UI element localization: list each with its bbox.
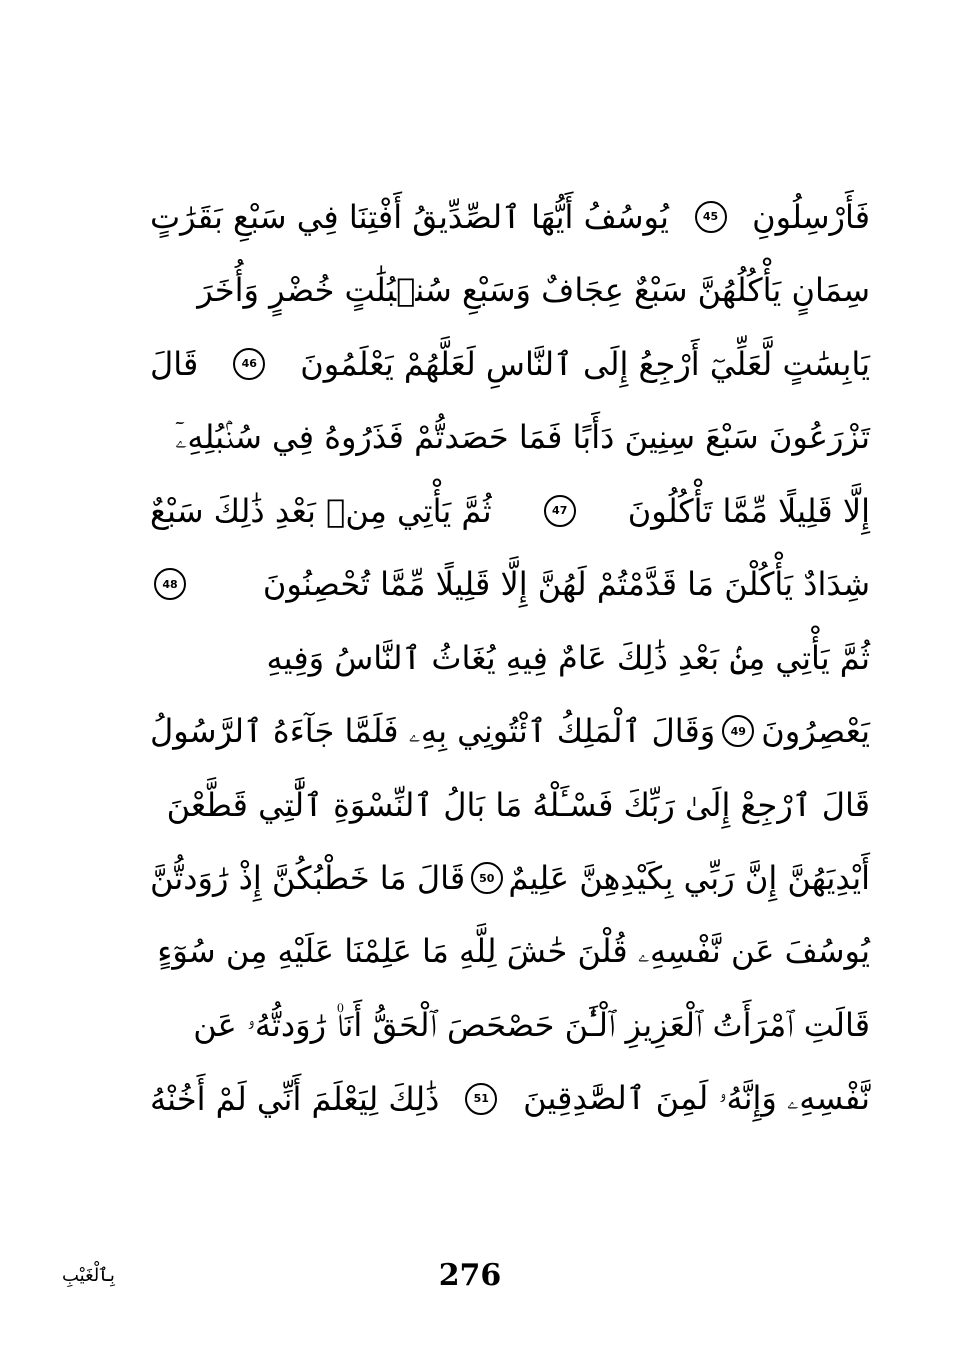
- ayah-number-marker: 48: [154, 568, 186, 600]
- verse-text: يُوسُفُ أَيُّهَا ٱلصِّدِّيقُ أَفْتِنَا فِي سَبْعِ بَقَرَٰتٍ: [150, 197, 669, 236]
- verse-text: شِدَادٌ يَأْكُلْنَ مَا قَدَّمْتُمْ لَهُنَّ إِلَّا قَلِيلًا مِّمَّا تُحْصِنُونَ: [262, 565, 870, 604]
- verse-text: يَابِسَٰتٍ لَّعَلِّيٓ أَرْجِعُ إِلَى ٱلنَّاسِ لَعَلَّهُمْ يَعْلَمُونَ: [300, 344, 870, 383]
- verse-text: إِلَّا قَلِيلًا مِّمَّا تَأْكُلُونَ: [627, 491, 870, 530]
- text-line: [150, 254, 870, 328]
- verse-text: ثُمَّ يَأْتِي مِنۢ بَعْدِ ذَٰلِكَ سَبْعٌ: [150, 491, 492, 530]
- text-line: [150, 327, 870, 401]
- verse-text: ذَٰلِكَ لِيَعْلَمَ أَنِّي لَمْ أَخُنْهُ: [150, 1079, 440, 1118]
- verse-text: قَالَ ٱرْجِعْ إِلَىٰ رَبِّكَ فَسْـَٔلْهُ مَا بَالُ ٱلنِّسْوَةِ ٱلَّٰتِي قَطَّعْنَ: [166, 785, 870, 824]
- ayah-number-marker: 46: [233, 348, 265, 380]
- ayah-number-marker: 47: [544, 495, 576, 527]
- text-line: [150, 1062, 870, 1136]
- verse-text: فَأَرْسِلُونِ: [752, 197, 870, 236]
- ayah-number-marker: 45: [695, 201, 727, 233]
- text-line: [150, 474, 870, 548]
- verse-text: قَالَ مَا خَطْبُكُنَّ إِذْ رَٰوَدتُّنَّ: [150, 859, 466, 898]
- text-line: [150, 401, 870, 475]
- verse-text: يَعْصِرُونَ: [761, 712, 870, 751]
- verse-text: قَالَ: [150, 344, 199, 383]
- quran-text-block: [150, 180, 870, 1136]
- text-line: [150, 548, 870, 622]
- verse-text: وَقَالَ ٱلْمَلِكُ ٱئْتُونِي بِهِۦ فَلَمَّا جَآءَهُ ٱلرَّسُولُ: [150, 711, 716, 750]
- text-line: [150, 695, 870, 769]
- text-line: [150, 842, 870, 916]
- verse-text: نَّفْسِهِۦ وَإِنَّهُۥ لَمِنَ ٱلصَّٰدِقِينَ: [523, 1079, 870, 1118]
- verse-text: قَالَتِ ٱمْرَأَتُ ٱلْعَزِيزِ ٱلْـَٰٔنَ حَصْحَصَ ٱلْحَقُّ أَنَا۠ رَٰوَدتُّهُۥ عَن: [193, 1005, 870, 1044]
- text-line: [150, 915, 870, 989]
- text-line: [150, 621, 870, 695]
- verse-text: أَيْدِيَهُنَّ إِنَّ رَبِّي بِكَيْدِهِنَّ عَلِيمٌ: [508, 859, 870, 898]
- text-line: [150, 989, 870, 1063]
- verse-text: ثُمَّ يَأْتِي مِنۢ بَعْدِ ذَٰلِكَ عَامٌ فِيهِ يُغَاثُ ٱلنَّاسُ وَفِيهِ: [266, 638, 870, 677]
- verse-text: يُوسُفَ عَن نَّفْسِهِۦ قُلْنَ حَٰشَ لِلَّهِ مَا عَلِمْنَا عَلَيْهِ مِن سُوٓءٍ: [157, 932, 870, 971]
- ayah-number-marker: 50: [471, 862, 503, 894]
- page-number: 276: [438, 1258, 502, 1293]
- verse-text: سِمَانٍ يَأْكُلُهُنَّ سَبْعٌ عِجَافٌ وَسَبْعِ سُنۢبُلَٰتٍ خُضْرٍ وَأُخَرَ: [197, 271, 870, 310]
- verse-text: تَزْرَعُونَ سَبْعَ سِنِينَ دَأَبًا فَمَا حَصَدتُّمْ فَذَرُوهُ فِي سُنۢبُلِهِۦٓ: [175, 417, 870, 456]
- text-line: [150, 768, 870, 842]
- ayah-number-marker: 49: [722, 715, 754, 747]
- text-line: [150, 180, 870, 254]
- catchword: بِٱلْغَيْبِ: [62, 1265, 115, 1286]
- ayah-number-marker: 51: [465, 1083, 497, 1115]
